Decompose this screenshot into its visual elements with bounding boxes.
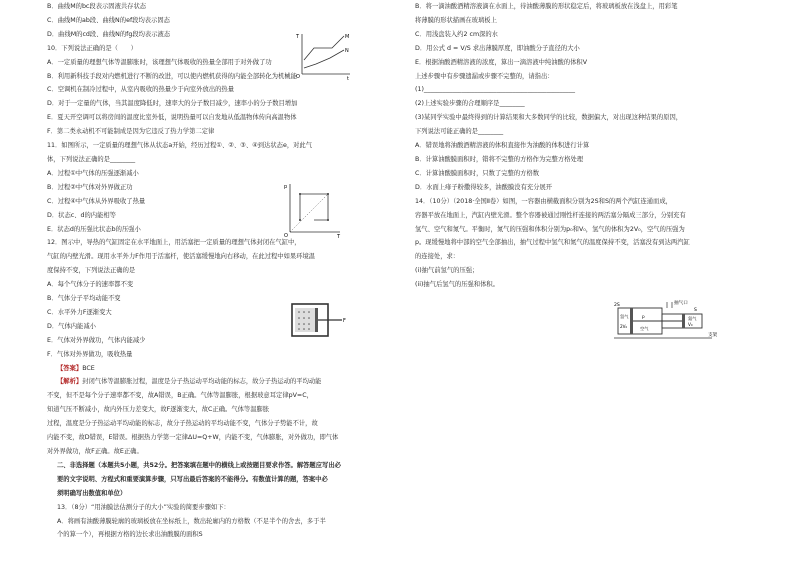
answer-value: BCE bbox=[82, 364, 95, 372]
right-question-line: D．水面上痱子粉撒得较多，油酸膜没有充分展开 bbox=[415, 183, 553, 191]
fig4-pump-label: 抽气口 bbox=[674, 301, 688, 306]
fig4-support-label: 支架 bbox=[708, 333, 718, 338]
analysis-line bbox=[47, 417, 397, 431]
right-question-line: 的连接处，求： bbox=[415, 253, 460, 261]
section2-line: 二、非选择题（本题共5小题，共52分。把答案填在题中的横线上或按题目要求作答。解答题应写出必 bbox=[57, 461, 341, 469]
melting-curve-figure bbox=[292, 30, 352, 80]
right-question-line: 14．（10分）（2018·全国Ⅱ卷）如图，一容器由横截面积分别为2S和S的两个汽缸连通而成， bbox=[415, 197, 672, 205]
question13-line: 个的算一个），再根据方格的边长求出油酸膜的面积S bbox=[57, 531, 203, 539]
question-line: B．利用新科技手段对内燃机进行不断的改进，可以使内燃机获得的内能全部转化为机械能 bbox=[47, 72, 297, 80]
question-line: D．对于一定量的气体，当其温度降低时，速率大的分子数目减少，速率小的分子数目增加 bbox=[47, 100, 298, 108]
right-question-line: D．用公式 d = V/S 求出薄膜厚度，即油酸分子直径的大小 bbox=[415, 44, 580, 52]
question-line: D．状态c、d的内能相等 bbox=[47, 211, 116, 219]
question-line: 10．下列说法正确的是（ ） bbox=[47, 44, 137, 52]
question-line: C．水平外力F逐渐变大 bbox=[47, 308, 112, 316]
fig4-2s-label: 2S bbox=[614, 303, 620, 308]
right-question-line: C．用浅盘装入约2 cm深的水 bbox=[415, 30, 498, 38]
section2-line: 须明确写出数值和单位） bbox=[57, 489, 127, 497]
fig4-s-label: S bbox=[694, 308, 697, 313]
left-column bbox=[47, 0, 397, 542]
fig4-air-label: 空气 bbox=[640, 326, 649, 331]
answer-label: 【答案】 bbox=[57, 364, 83, 372]
analysis-line bbox=[47, 375, 397, 389]
analysis-text: 不变，但不是每个分子速率都不变，故A错误，B正确。气体等温膨胀，根据玻意耳定律pV=C， bbox=[47, 392, 313, 400]
question-line: C．曲线M的ab段、曲线N的ef段均表示固态 bbox=[47, 16, 170, 24]
analysis-line bbox=[47, 403, 397, 417]
curve-m-label: M bbox=[345, 34, 350, 40]
fig2-t-label: T bbox=[337, 234, 341, 240]
question-line: D．气体内能减小 bbox=[47, 322, 96, 330]
question13-line: 13．（8分）“用油膜法估测分子的大小”实验的简要步骤如下： bbox=[57, 503, 230, 511]
fig4-v-label: V₀ bbox=[688, 322, 693, 327]
right-question-line: 氢气、空气和氮气。平衡时，氮气的压强和体积分别为p₀和V₀，氢气的体积为2V₀，空气的压强为 bbox=[415, 225, 685, 233]
analysis-text: 内能不变，故D错误，E错误。根据热力学第一定律ΔU=Q+W，内能不变，气体膨胀，对外做功，即气体 bbox=[47, 434, 339, 442]
analysis-label: 【解析】 bbox=[57, 378, 83, 386]
right-question-line: 上述步骤中有步骤遗漏或步骤不完整的，请指出： bbox=[415, 72, 554, 80]
right-question-line: A．错误地将油酸酒精溶液的体积直接作为油酸的体积进行计算 bbox=[415, 142, 590, 150]
analysis-text: 过程，温度是分子热运动平均动能的标志，故分子热运动的平均动能不变，气体分子势能不计，故 bbox=[47, 420, 318, 428]
right-question-line: 将薄膜的形状描画在玻璃板上 bbox=[415, 16, 497, 24]
question-13 bbox=[47, 501, 397, 543]
question-line: 体，下列说法正确的是________ bbox=[47, 155, 136, 163]
question-line: A．过程①中气体的压强逐渐减小 bbox=[47, 169, 139, 177]
answer-line bbox=[47, 362, 397, 376]
right-question-line: (i)抽气前氢气的压强； bbox=[415, 267, 479, 275]
question-line: E．气体对外界做功，气体内能减少 bbox=[47, 336, 146, 344]
question-line: C．过程④中气体从外界吸收了热量 bbox=[47, 197, 146, 205]
twin-cylinder-figure bbox=[612, 298, 732, 344]
right-question-lines bbox=[415, 0, 755, 292]
right-question-line: (1)________________________________________________ bbox=[415, 86, 576, 94]
right-question-line: (2)上述实验步骤的合理顺序是________ bbox=[415, 100, 525, 108]
question-line: E．状态d的压强比状态b的压强小 bbox=[47, 225, 141, 233]
question-line: B．曲线M的bc段表示固液共存状态 bbox=[47, 3, 147, 10]
question-line: 12．图示中，导热的气缸固定在水平地面上，用活塞把一定质量的理想气体封闭在气缸中， bbox=[47, 239, 301, 247]
question-line: F．气体对外界做功，吸收热量 bbox=[47, 350, 133, 358]
fig3-f-label: F bbox=[343, 318, 346, 324]
fig4-p-label: p bbox=[642, 314, 645, 319]
analysis-text: 封闭气体等温膨胀过程，温度是分子热运动平均动能的标志，故分子热运动的平均动能 bbox=[82, 378, 322, 386]
analysis-line bbox=[47, 445, 397, 459]
section2-line: 要的文字说明、方程式和重要演算步骤，只写出最后答案的不能得分。有数值计算的题，答案中必 bbox=[57, 475, 328, 483]
question-line: 度保持不变，下列说法正确的是 bbox=[47, 267, 136, 275]
question-line: B．气体分子平均动能不变 bbox=[47, 295, 121, 303]
analysis-line bbox=[47, 389, 397, 403]
right-question-line: 下列说法可能正确的是________ bbox=[415, 128, 504, 136]
analysis-line bbox=[47, 431, 397, 445]
right-question-line: p。现缓慢地将中部的空气全部抽出，抽气过程中氢气和氮气的温度保持不变，活塞没有到达两汽缸 bbox=[415, 239, 690, 247]
question-line: A．每个气体分子的速率都不变 bbox=[47, 281, 134, 289]
question-line: A．一定质量的理想气体等温膨胀时，该理想气体吸收的热量全部用于对外做了功 bbox=[47, 58, 272, 66]
right-question-line: (3)某同学实验中最终得到的计算结果和大多数同学的比较，数据偏大，对出现这种结果的原因， bbox=[415, 114, 683, 122]
fig4-h-label: 氢气 bbox=[620, 314, 629, 319]
question-line: 11．如图所示，一定质量的理想气体从状态a开始，经历过程①、②、③、④到达状态e，对此气 bbox=[47, 142, 313, 150]
question13-line: A．将画有油酸薄膜轮廓的玻璃板放在坐标纸上，数出轮廓内的方格数（不足半个的舍去，多于半 bbox=[57, 517, 326, 525]
analysis-block bbox=[47, 375, 397, 458]
right-question-line: B．将一滴油酸酒精溶液滴在水面上，待油酸薄膜的形状稳定后，将玻璃板放在浅盘上，用彩笔 bbox=[415, 3, 678, 10]
fig2-p-label: p bbox=[284, 184, 288, 190]
question-line: E．夏天开空调可以将房间的温度比室外低，说明热量可以自发地从低温物体传向高温物体 bbox=[47, 114, 297, 122]
right-column bbox=[415, 0, 755, 292]
right-question-line: 容器平放在地面上，汽缸内壁光滑。整个容器被通过刚性杆连接的两活塞分隔成三部分，分别充有 bbox=[415, 211, 686, 219]
analysis-text: 对外界做功，故F正确。故E正确。 bbox=[47, 448, 143, 455]
fig4-n-label: 氮气 bbox=[688, 316, 697, 321]
curve-n-label: N bbox=[345, 48, 349, 54]
section2-heading bbox=[47, 459, 397, 501]
pt-diagram-figure bbox=[280, 180, 344, 240]
question-line: 气缸的内壁光滑。现用水平外力F作用于活塞杆，使活塞缓慢地向右移动，在此过程中如果环境温 bbox=[47, 253, 316, 261]
curve-m-line bbox=[304, 36, 344, 60]
right-question-line: (ii)抽气后氢气的压强和体积。 bbox=[415, 281, 499, 289]
right-question-line: E．根据油酸酒精溶液的浓度，算出一滴溶液中纯油酸的体积V bbox=[415, 58, 588, 66]
question-line: F．第二类永动机不可能制成是因为它违反了热力学第二定律 bbox=[47, 128, 215, 136]
fig1-o-label: O bbox=[296, 74, 300, 80]
right-question-line: B．计算油酸膜面积时，错将不完整的方格作为完整方格处理 bbox=[415, 155, 584, 163]
cylinder-figure bbox=[290, 300, 350, 340]
fig2-o-label: O bbox=[284, 233, 288, 239]
analysis-text: 知道气压不断减小，故内外压力差变大，故F逐渐变大，故C正确。气体等温膨胀 bbox=[47, 406, 270, 414]
question-line: C．空调机在制冷过程中，从室内吸收的热量少于向室外放出的热量 bbox=[47, 86, 235, 94]
fig4-v2-label: 2V₀ bbox=[620, 324, 628, 329]
question-line: D．曲线M的cd段、曲线N的fg段均表示液态 bbox=[47, 30, 171, 38]
right-question-line: C．计算油酸膜面积时，只数了完整的方格数 bbox=[415, 169, 540, 177]
fig1-t-label: T bbox=[296, 34, 300, 40]
fig1-x-label: t bbox=[347, 76, 349, 80]
question-line: B．过程②中气体对外界做正功 bbox=[47, 183, 133, 191]
